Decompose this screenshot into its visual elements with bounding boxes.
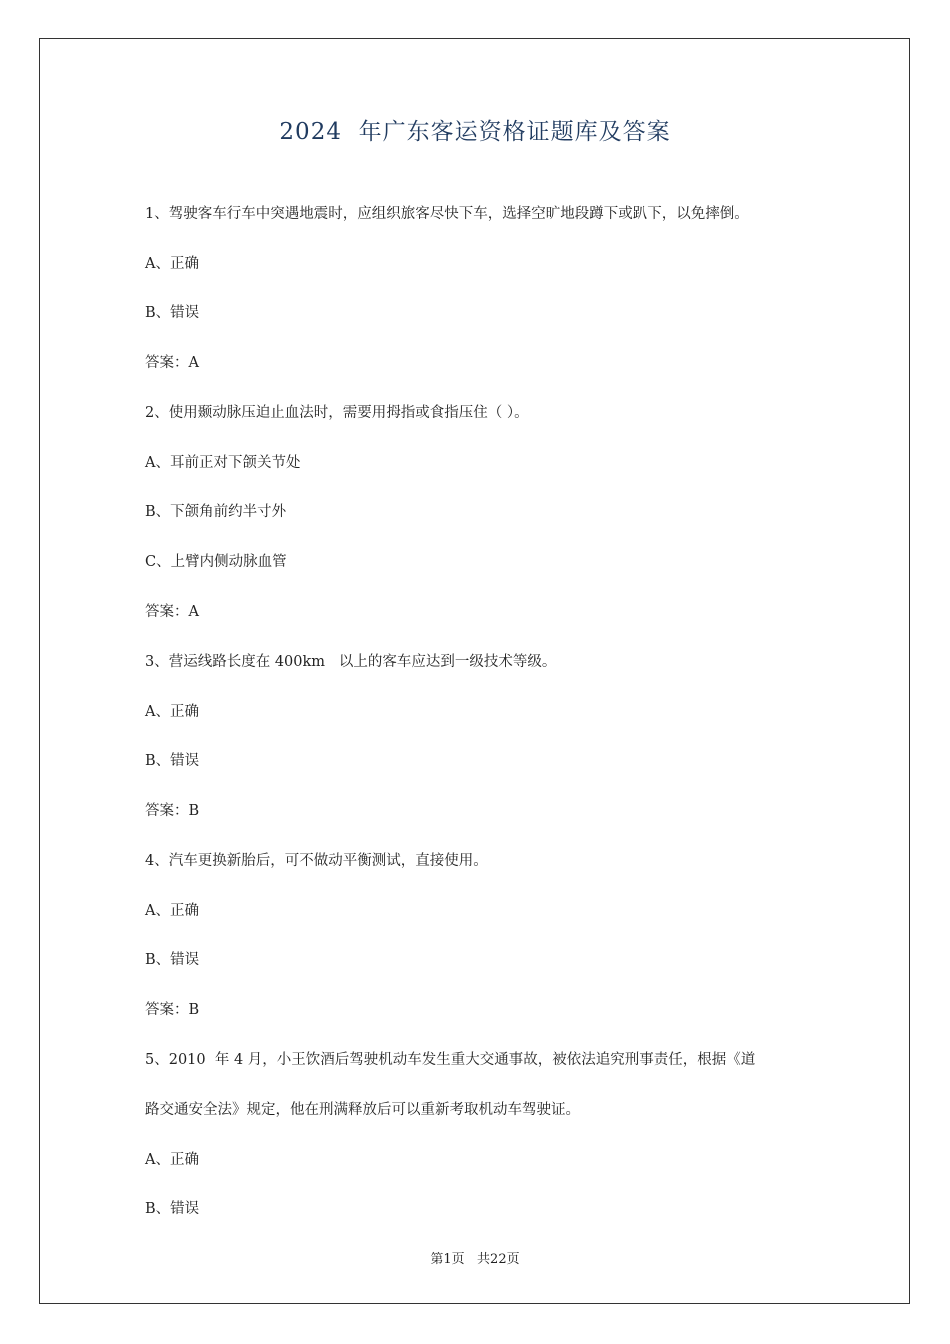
question-5-stem-line-1: 5、2010 年 4 月，小王饮酒后驾驶机动车发生重大交通事故，被依法追究刑事责任，根据《道 xyxy=(145,1052,756,1068)
question-4-answer: 答案：B xyxy=(145,1002,200,1018)
question-5-stem-line-2: 路交通安全法》规定，他在刑满释放后可以重新考取机动车驾驶证。 xyxy=(145,1102,580,1118)
question-1-option-a: A、正确 xyxy=(145,256,199,272)
question-2-option-a: A、耳前正对下颌关节处 xyxy=(145,455,301,471)
question-2-answer: 答案：A xyxy=(145,604,199,620)
question-1-option-b: B、错误 xyxy=(145,305,200,321)
question-4-option-b: B、错误 xyxy=(145,952,200,968)
question-1-stem: 1、驾驶客车行车中突遇地震时，应组织旅客尽快下车，选择空旷地段蹲下或趴下，以免摔倒。 xyxy=(145,206,749,222)
question-3-option-a: A、正确 xyxy=(145,704,199,720)
question-2-option-b: B、下颌角前约半寸外 xyxy=(145,504,287,520)
question-2-option-c: C、上臂内侧动脉血管 xyxy=(145,554,287,570)
question-4-option-a: A、正确 xyxy=(145,903,199,919)
question-4-stem: 4、汽车更换新胎后，可不做动平衡测试，直接使用。 xyxy=(145,853,488,869)
page-footer: 第1页 共22页 xyxy=(430,1252,520,1267)
question-3-stem: 3、营运线路长度在 400km 以上的客车应达到一级技术等级。 xyxy=(145,654,557,670)
question-3-answer: 答案：B xyxy=(145,803,200,819)
question-5-option-b: B、错误 xyxy=(145,1201,200,1217)
question-3-option-b: B、错误 xyxy=(145,753,200,769)
question-2-stem: 2、使用颞动脉压迫止血法时，需要用拇指或食指压住（ ）。 xyxy=(145,405,529,421)
question-1-answer: 答案：A xyxy=(145,355,199,371)
document-title: 2024 年广东客运资格证题库及答案 xyxy=(279,119,671,145)
question-5-option-a: A、正确 xyxy=(145,1152,199,1168)
